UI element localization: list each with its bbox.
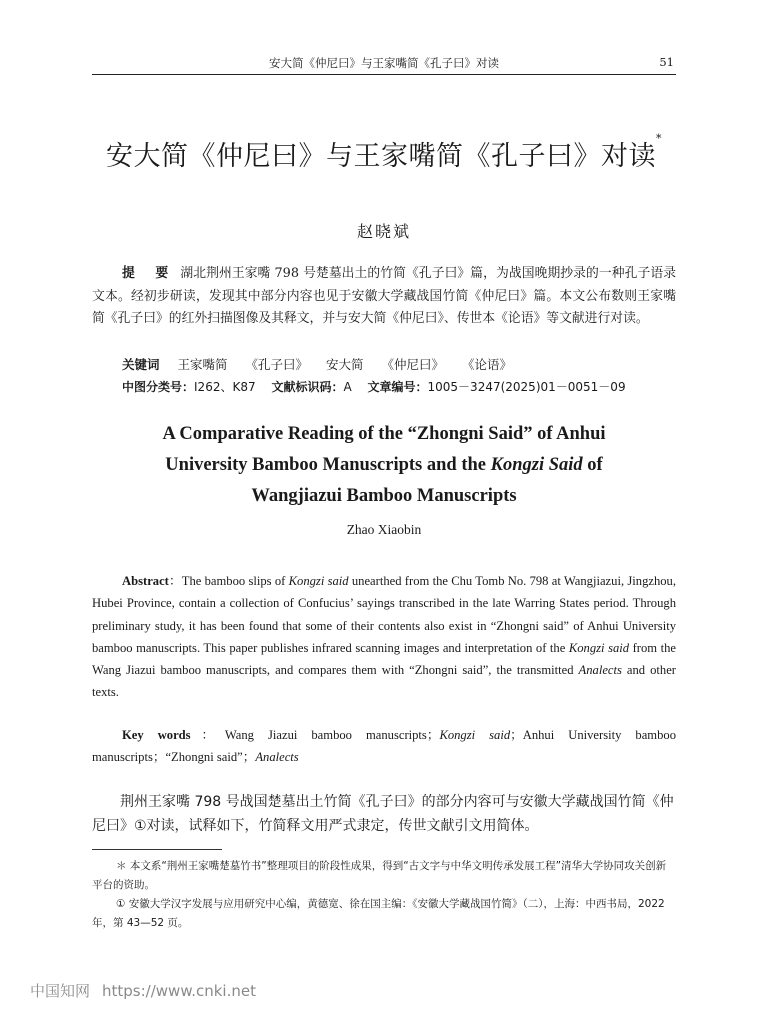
keywords-cn-label: 关键词 [122, 357, 160, 372]
abstract-en-text: from the Wang Jiazui bamboo manuscripts, and compares them with “Zhongni said”, the transmitted [92, 640, 676, 678]
article-title-en [60, 419, 708, 512]
doc-code-label: 文献标识码： [271, 380, 344, 394]
running-head-title: 安大简《仲尼曰》与王家嘴简《孔子曰》对读 [269, 56, 499, 70]
keywords-en-italic: Analects [255, 750, 299, 765]
keyword-cn: 《论语》 [462, 357, 513, 372]
author-cn: 赵晓斌 [356, 222, 411, 241]
article-title-en-line2 [60, 450, 708, 481]
keywords-en-text: Wang Jiazui bamboo manuscripts； [224, 728, 440, 742]
keywords-en-label: Key words [122, 728, 191, 742]
abstract-en [92, 570, 676, 704]
title-en-text: of [582, 455, 603, 475]
footnote-divider [92, 849, 222, 850]
article-number-label: 文章编号： [367, 380, 428, 394]
keyword-cn: 《仲尼曰》 [381, 357, 445, 372]
footnote-1: ① 安徽大学汉字发展与应用研究中心编，黄德宽、徐在国主编：《安徽大学藏战国竹简》（二），上海：中西书局，2022 年，第 43—52 页。 [92, 898, 665, 929]
abstract-cn-text: 湖北荆州王家嘴 798 号楚墓出土的竹简《孔子曰》篇，为战国晚期抄录的一种孔子语录文本。经初步研读，发现其中部分内容也见于安徽大学藏战国竹简《仲尼曰》篇。本文公布数则王家嘴简《孔子曰》的红外扫描图像及其释文，并与安大简《仲尼曰》、传世本《论语》等文献进行对读。 [92, 266, 676, 326]
abstract-en-text: unearthed from the Chu Tomb No. 798 at Wangjiazui, Jingzhou, Hubei Province, contain a collection of Confucius’ sayings transcribed in the late Warring States period. Through preliminary study, it has been found that some of their contents also exist in “Zhongni said” of Anhui University bamboo manuscripts. This paper publishes infrared scanning images and interpretation of the [92, 574, 676, 655]
clc-label: 中图分类号： [122, 380, 195, 394]
keywords-en [92, 724, 676, 769]
keywords-en-italic: Kongzi said [439, 728, 511, 742]
author-en: Zhao Xiaobin [346, 522, 422, 537]
article-title-cn-text: 安大简《仲尼曰》与王家嘴简《孔子曰》对读 [106, 141, 656, 172]
classification-line [92, 376, 706, 399]
abstract-en-italic: Kongzi said [288, 574, 349, 588]
article-title-cn [60, 134, 708, 173]
abstract-en-text: The bamboo slips of [181, 574, 289, 588]
abstract-cn-label: 提 要 [122, 266, 177, 281]
body-paragraph: 荆州王家嘴 798 号战国楚墓出土竹简《孔子曰》的部分内容可与安徽大学藏战国竹简《仲尼曰》①对读，试释如下，竹简释文用严式隶定，传世文献引文用简体。 [92, 794, 674, 834]
title-en-italic: Kongzi Said [490, 455, 583, 475]
keywords-en-sep: ： [190, 728, 225, 742]
article-title-en-line3: Wangjiazui Bamboo Manuscripts [251, 486, 517, 506]
running-head [92, 54, 676, 75]
article-number-value: 1005－3247(2025)01－0051－09 [427, 380, 626, 394]
cnki-watermark [30, 980, 256, 1001]
watermark-site: 中国知网 [30, 982, 91, 1000]
title-footnote-mark: * [656, 132, 662, 145]
footnotes [92, 857, 676, 933]
doc-code-value: A [343, 380, 352, 394]
abstract-en-label: Abstract [122, 574, 169, 588]
abstract-en-italic: Kongzi said [568, 640, 630, 655]
footnote-funding: ＊ 本文系“荆州王家嘴楚墓竹书”整理项目的阶段性成果，得到“古文字与中华文明传承发展工程”清华大学协同攻关创新平台的资助。 [92, 860, 667, 891]
title-en-text: University Bamboo Manuscripts and the [165, 455, 491, 475]
abstract-en-italic: Analects [578, 663, 622, 678]
keyword-cn: 《孔子曰》 [245, 357, 309, 372]
keywords-cn [92, 354, 706, 377]
keyword-cn: 王家嘴简 [177, 357, 228, 372]
abstract-en-text: and other texts. [92, 663, 676, 700]
watermark-url: https://www.cnki.net [102, 982, 256, 1000]
article-title-en-line1: A Comparative Reading of the “Zhongni Said” of Anhui [162, 424, 606, 444]
clc-value: I262、K87 [194, 380, 256, 394]
abstract-en-sep: ： [168, 574, 182, 588]
keywords-en-text: ；Anhui University bamboo manuscripts；“Zhongni said”； [92, 728, 676, 765]
keyword-cn: 安大简 [326, 357, 364, 372]
abstract-cn [92, 263, 676, 331]
page-number: 51 [659, 55, 674, 69]
